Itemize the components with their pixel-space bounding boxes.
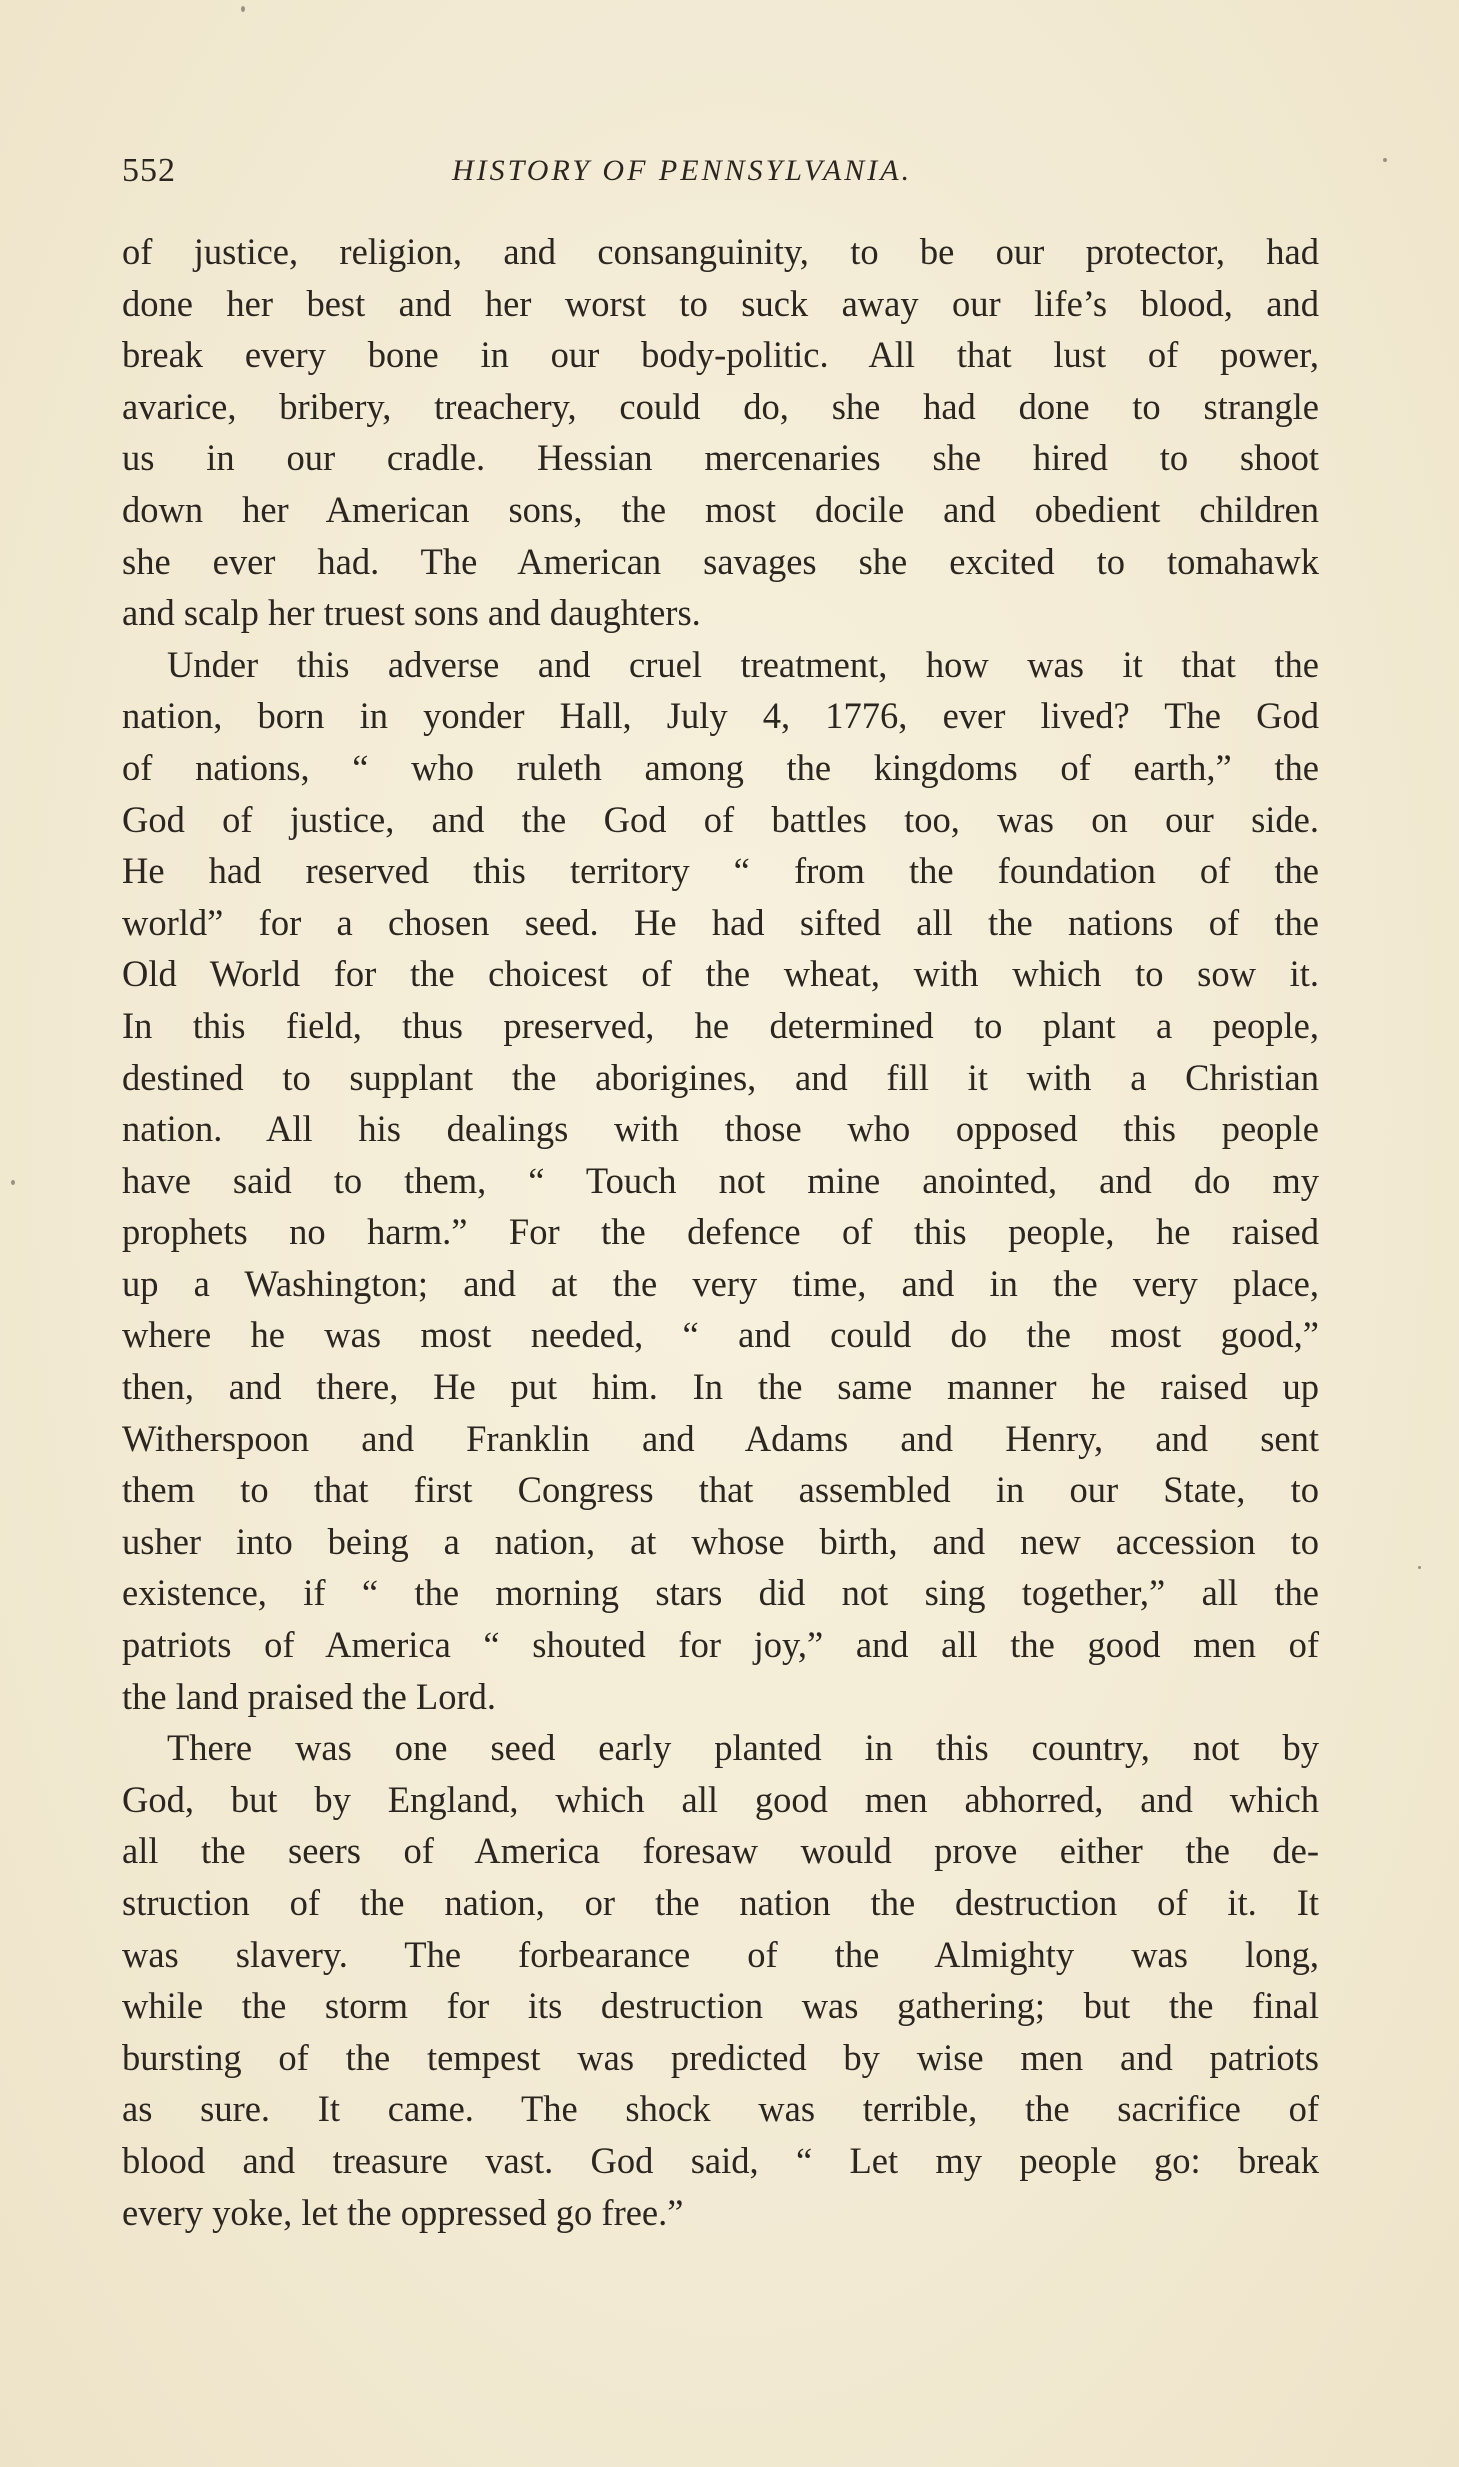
running-title: HISTORY OF PENNSYLVANIA.: [452, 154, 913, 187]
text-line: God, but by England, which all good men abhorred, and which: [122, 1778, 1319, 1820]
text-line: avarice, bribery, treachery, could do, she had done to strangle: [122, 385, 1319, 427]
text-line: as sure. It came. The shock was terrible, the sacrifice of: [122, 2088, 1319, 2130]
text-line: of justice, religion, and consanguinity, to be our protector, had: [122, 231, 1319, 272]
text-line: existence, if “ the morning stars did not sing together,” all the: [122, 1572, 1319, 1614]
text-line: usher into being a nation, at whose birth, and new accession to: [122, 1520, 1319, 1562]
text-line: Witherspoon and Franklin and Adams and Henry, and sent: [122, 1417, 1319, 1459]
text-line: all the seers of America foresaw would prove either the de-: [122, 1830, 1319, 1872]
body-text: [122, 226, 1319, 2238]
text-line: she ever had. The American savages she excited to tomahawk: [122, 540, 1319, 582]
paper-speck: [1383, 158, 1387, 162]
text-line: up a Washington; and at the very time, and in the very place,: [122, 1262, 1319, 1304]
text-line: done her best and her worst to suck away our life’s blood, and: [122, 282, 1319, 324]
text-line: world” for a chosen seed. He had sifted all the nations of the: [122, 901, 1319, 943]
paper-speck: [1418, 1566, 1421, 1569]
text-line: the land praised the Lord.: [122, 1675, 497, 1717]
text-line: God of justice, and the God of battles too, was on our side.: [122, 798, 1319, 840]
text-line: Under this adverse and cruel treatment, how was it that the: [167, 643, 1319, 685]
text-line: prophets no harm.” For the defence of this people, he raised: [122, 1211, 1319, 1253]
text-line: them to that first Congress that assembled in our State, to: [122, 1469, 1319, 1511]
text-line: where he was most needed, “ and could do the most good,”: [122, 1314, 1319, 1356]
text-line: was slavery. The forbearance of the Almighty was long,: [122, 1933, 1319, 1975]
text-line: There was one seed early planted in this country, not by: [167, 1727, 1319, 1769]
text-line: us in our cradle. Hessian mercenaries she hired to shoot: [122, 437, 1319, 479]
text-line: while the storm for its destruction was gathering; but the final: [122, 1985, 1319, 2027]
text-line: He had reserved this territory “ from the foundation of the: [122, 850, 1319, 892]
text-line: and scalp her truest sons and daughters.: [122, 592, 701, 634]
text-line: destined to supplant the aborigines, and fill it with a Christian: [122, 1056, 1319, 1098]
page-number: 552: [122, 152, 176, 189]
text-line: nation, born in yonder Hall, July 4, 1776, ever lived? The God: [122, 695, 1319, 737]
paper-speck: [241, 6, 245, 12]
text-line: every yoke, let the oppressed go free.”: [122, 2191, 684, 2233]
text-line: In this field, thus preserved, he determined to plant a people,: [122, 1004, 1319, 1046]
text-line: then, and there, He put him. In the same manner he raised up: [122, 1366, 1319, 1408]
paper-speck: [11, 1180, 15, 1185]
text-line: down her American sons, the most docile and obedient children: [122, 488, 1319, 530]
text-line: blood and treasure vast. God said, “ Let my people go: break: [122, 2139, 1319, 2181]
text-line: have said to them, “ Touch not mine anointed, and do my: [122, 1159, 1319, 1201]
text-line: nation. All his dealings with those who opposed this people: [122, 1108, 1319, 1150]
text-line: struction of the nation, or the nation the destruction of it. It: [122, 1882, 1319, 1923]
text-line: patriots of America “ shouted for joy,” and all the good men of: [122, 1624, 1319, 1666]
running-head: [122, 152, 1319, 200]
text-line: of nations, “ who ruleth among the kingdoms of earth,” the: [122, 746, 1319, 788]
text-line: Old World for the choicest of the wheat, with which to sow it.: [122, 953, 1319, 995]
text-line: bursting of the tempest was predicted by wise men and patriots: [122, 2036, 1319, 2078]
text-line: break every bone in our body-politic. All that lust of power,: [122, 334, 1319, 376]
